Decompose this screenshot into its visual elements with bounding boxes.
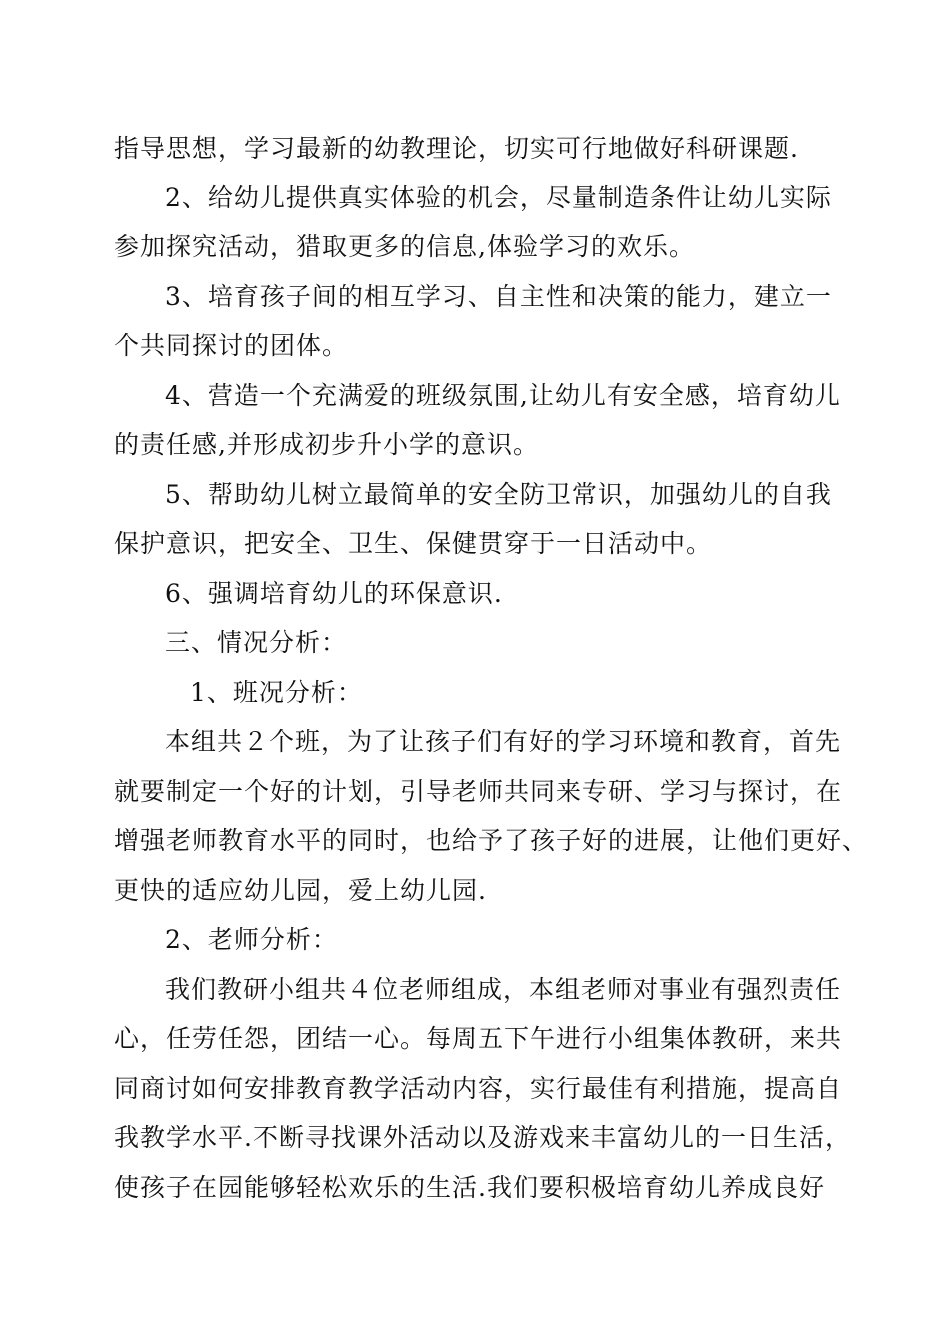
section-heading: 三、情况分析： [165, 628, 348, 657]
text-line: 我们教研小组共４位老师组成，本组老师对事业有强烈责任 [165, 975, 842, 1004]
text-line: 使孩子在园能够轻松欢乐的生活.我们要积极培育幼儿养成良好 [114, 1173, 825, 1202]
text-line: 指导思想，学习最新的幼教理论，切实可行地做好科研课题. [114, 134, 799, 163]
subsection-heading: 2、老师分析： [165, 925, 338, 954]
subsection-heading: 1、班况分析： [190, 678, 363, 707]
text-line: 的责任感,并形成初步升小学的意识。 [114, 430, 539, 459]
text-line: 本组共２个班，为了让孩子们有好的学习环境和教育，首先 [165, 727, 842, 756]
text-line: 增强老师教育水平的同时，也给予了孩子好的进展，让他们更好、 [114, 826, 869, 855]
text-line: 4、营造一个充满爱的班级氛围,让幼儿有安全感，培育幼儿 [165, 381, 841, 410]
text-line: 6、强调培育幼儿的环保意识. [165, 579, 503, 608]
text-line: 参加探究活动，猎取更多的信息,体验学习的欢乐。 [114, 232, 695, 261]
text-line: 我教学水平.不断寻找课外活动以及游戏来丰富幼儿的一日生活， [114, 1123, 851, 1152]
text-line: 更快的适应幼儿园，爱上幼儿园. [114, 876, 487, 905]
text-line: 同商讨如何安排教育教学活动内容，实行最佳有利措施，提高自 [114, 1074, 843, 1103]
text-line: 心，任劳任怨，团结一心。每周五下午进行小组集体教研，来共 [114, 1024, 843, 1053]
text-line: 5、帮助幼儿树立最简单的安全防卫常识，加强幼儿的自我 [165, 480, 832, 509]
text-line: 3、培育孩子间的相互学习、自主性和决策的能力，建立一 [165, 282, 832, 311]
text-line: 就要制定一个好的计划，引导老师共同来专研、学习与探讨，在 [114, 777, 843, 806]
text-line: 个共同探讨的团体。 [114, 331, 349, 360]
text-line: 保护意识，把安全、卫生、保健贯穿于一日活动中。 [114, 529, 713, 558]
text-line: 2、给幼儿提供真实体验的机会，尽量制造条件让幼儿实际 [165, 183, 832, 212]
